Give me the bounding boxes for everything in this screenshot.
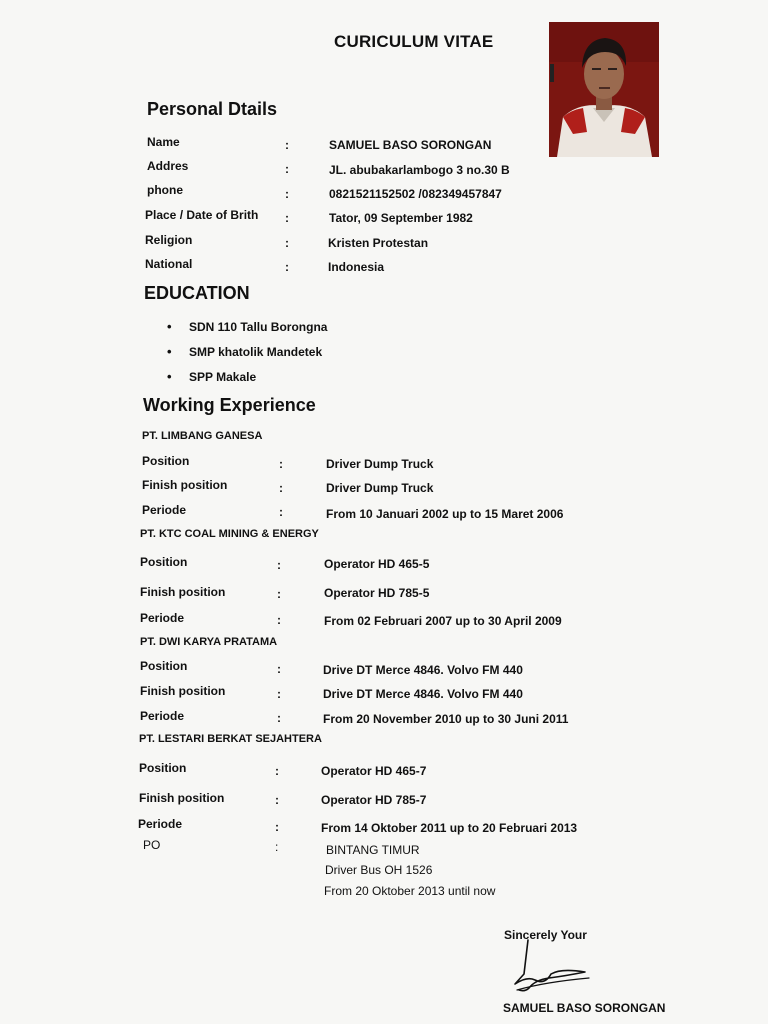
company-name: PT. KTC COAL MINING & ENERGY bbox=[140, 528, 319, 540]
phone-value: 0821521152502 /082349457847 bbox=[329, 187, 502, 201]
education-item: • SMP khatolik Mandetek bbox=[189, 345, 322, 359]
personal-details-heading: Personal Dtails bbox=[147, 99, 278, 119]
separator: : bbox=[285, 162, 289, 176]
separator: : bbox=[277, 613, 281, 627]
religion-label: Religion bbox=[145, 233, 193, 247]
separator: : bbox=[277, 711, 281, 725]
periode-label: Periode bbox=[140, 709, 185, 723]
separator: : bbox=[275, 793, 279, 807]
position-value: Operator HD 465-7 bbox=[321, 764, 427, 778]
finish-position-value: Operator HD 785-7 bbox=[321, 793, 427, 807]
separator: : bbox=[275, 840, 279, 854]
periode-value: From 02 Februari 2007 up to 30 April 2009 bbox=[324, 614, 562, 628]
position-value: Drive DT Merce 4846. Volvo FM 440 bbox=[323, 663, 523, 677]
po-line: Driver Bus OH 1526 bbox=[325, 863, 433, 877]
separator: : bbox=[277, 662, 281, 676]
position-label: Position bbox=[139, 761, 187, 775]
separator: : bbox=[285, 187, 289, 201]
position-value: Driver Dump Truck bbox=[326, 457, 434, 471]
periode-label: Periode bbox=[138, 817, 183, 831]
document-title: CURICULUM VITAE bbox=[334, 32, 494, 51]
salutation: Sincerely Your bbox=[504, 928, 587, 942]
signature bbox=[505, 938, 605, 998]
education-heading: EDUCATION bbox=[144, 283, 250, 303]
po-line: From 20 Oktober 2013 until now bbox=[324, 884, 496, 898]
periode-label: Periode bbox=[142, 503, 187, 517]
company-name: PT. DWI KARYA PRATAMA bbox=[140, 636, 278, 648]
religion-value: Kristen Protestan bbox=[328, 236, 429, 250]
separator: : bbox=[285, 260, 289, 274]
periode-value: From 14 Oktober 2011 up to 20 Februari 2013 bbox=[321, 821, 578, 835]
name-value: SAMUEL BASO SORONGAN bbox=[329, 138, 492, 152]
separator: : bbox=[279, 505, 283, 519]
separator: : bbox=[277, 558, 281, 572]
periode-label: Periode bbox=[140, 611, 185, 625]
phone-label: phone bbox=[147, 183, 183, 197]
education-item: • SPP Makale bbox=[189, 370, 256, 384]
finish-position-value: Drive DT Merce 4846. Volvo FM 440 bbox=[323, 687, 523, 701]
separator: : bbox=[285, 211, 289, 225]
separator: : bbox=[279, 481, 283, 495]
birth-value: Tator, 09 September 1982 bbox=[329, 211, 473, 225]
periode-value: From 20 November 2010 up to 30 Juni 2011 bbox=[323, 712, 569, 726]
position-label: Position bbox=[142, 454, 190, 468]
separator: : bbox=[275, 820, 279, 834]
finish-position-value: Driver Dump Truck bbox=[326, 481, 434, 495]
national-value: Indonesia bbox=[328, 260, 385, 274]
position-label: Position bbox=[140, 659, 188, 673]
po-label: PO bbox=[143, 838, 161, 852]
po-line: BINTANG TIMUR bbox=[326, 843, 420, 857]
finish-position-label: Finish position bbox=[142, 478, 228, 492]
work-heading: Working Experience bbox=[143, 395, 316, 415]
profile-photo bbox=[549, 22, 659, 157]
education-item: • SDN 110 Tallu Borongna bbox=[189, 320, 327, 334]
position-value: Operator HD 465-5 bbox=[324, 557, 430, 571]
separator: : bbox=[285, 236, 289, 250]
company-name: PT. LIMBANG GANESA bbox=[142, 430, 263, 442]
portrait-image bbox=[549, 22, 659, 157]
finish-position-label: Finish position bbox=[140, 585, 226, 599]
finish-position-value: Operator HD 785-5 bbox=[324, 586, 430, 600]
periode-value: From 10 Januari 2002 up to 15 Maret 2006 bbox=[326, 507, 564, 521]
signatory-name: SAMUEL BASO SORONGAN bbox=[503, 1001, 666, 1015]
birth-label: Place / Date of Brith bbox=[145, 208, 259, 222]
address-label: Addres bbox=[147, 159, 189, 173]
national-label: National bbox=[145, 257, 193, 271]
separator: : bbox=[285, 138, 289, 152]
finish-position-label: Finish position bbox=[140, 684, 226, 698]
separator: : bbox=[279, 457, 283, 471]
company-name: PT. LESTARI BERKAT SEJAHTERA bbox=[139, 733, 322, 745]
separator: : bbox=[277, 687, 281, 701]
address-value: JL. abubakarlambogo 3 no.30 B bbox=[329, 163, 510, 177]
finish-position-label: Finish position bbox=[139, 791, 225, 805]
position-label: Position bbox=[140, 555, 188, 569]
name-label: Name bbox=[147, 135, 180, 149]
separator: : bbox=[275, 764, 279, 778]
separator: : bbox=[277, 587, 281, 601]
